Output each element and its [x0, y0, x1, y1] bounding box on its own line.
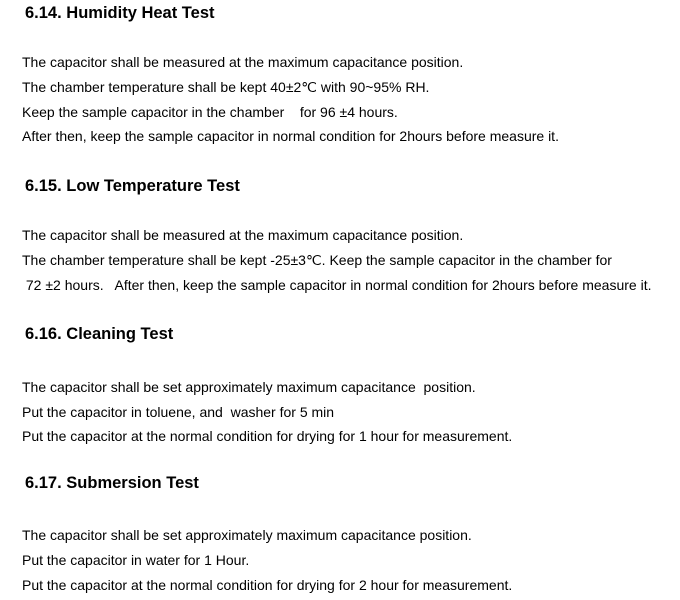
body-line: Put the capacitor in toluene, and washer for 5 min	[22, 404, 335, 420]
body-line: After then, keep the sample capacitor in normal condition for 2hours before measure it.	[22, 128, 559, 144]
body-line: The capacitor shall be set approximately maximum capacitance position.	[22, 527, 472, 543]
section-heading-6-16: 6.16. Cleaning Test	[25, 325, 174, 343]
body-line: 72 ±2 hours. After then, keep the sample capacitor in normal condition for 2hours before measure it.	[22, 277, 652, 293]
body-line: The capacitor shall be measured at the maximum capacitance position.	[22, 54, 464, 70]
section-heading-6-14: 6.14. Humidity Heat Test	[25, 4, 215, 22]
body-line: Put the capacitor at the normal condition for drying for 1 hour for measurement.	[22, 428, 513, 444]
body-line: The capacitor shall be measured at the maximum capacitance position.	[22, 227, 464, 243]
body-line: Keep the sample capacitor in the chamber for 96 ±4 hours.	[22, 104, 398, 120]
body-line: Put the capacitor at the normal condition for drying for 2 hour for measurement.	[22, 577, 513, 593]
body-line: The capacitor shall be set approximately maximum capacitance position.	[22, 379, 476, 395]
section-heading-6-15: 6.15. Low Temperature Test	[25, 177, 240, 195]
body-line: Put the capacitor in water for 1 Hour.	[22, 552, 250, 568]
body-line: The chamber temperature shall be kept -25±3℃. Keep the sample capacitor in the chamber for	[22, 252, 612, 268]
section-heading-6-17: 6.17. Submersion Test	[25, 474, 199, 492]
body-line: The chamber temperature shall be kept 40±2℃ with 90~95% RH.	[22, 79, 430, 95]
